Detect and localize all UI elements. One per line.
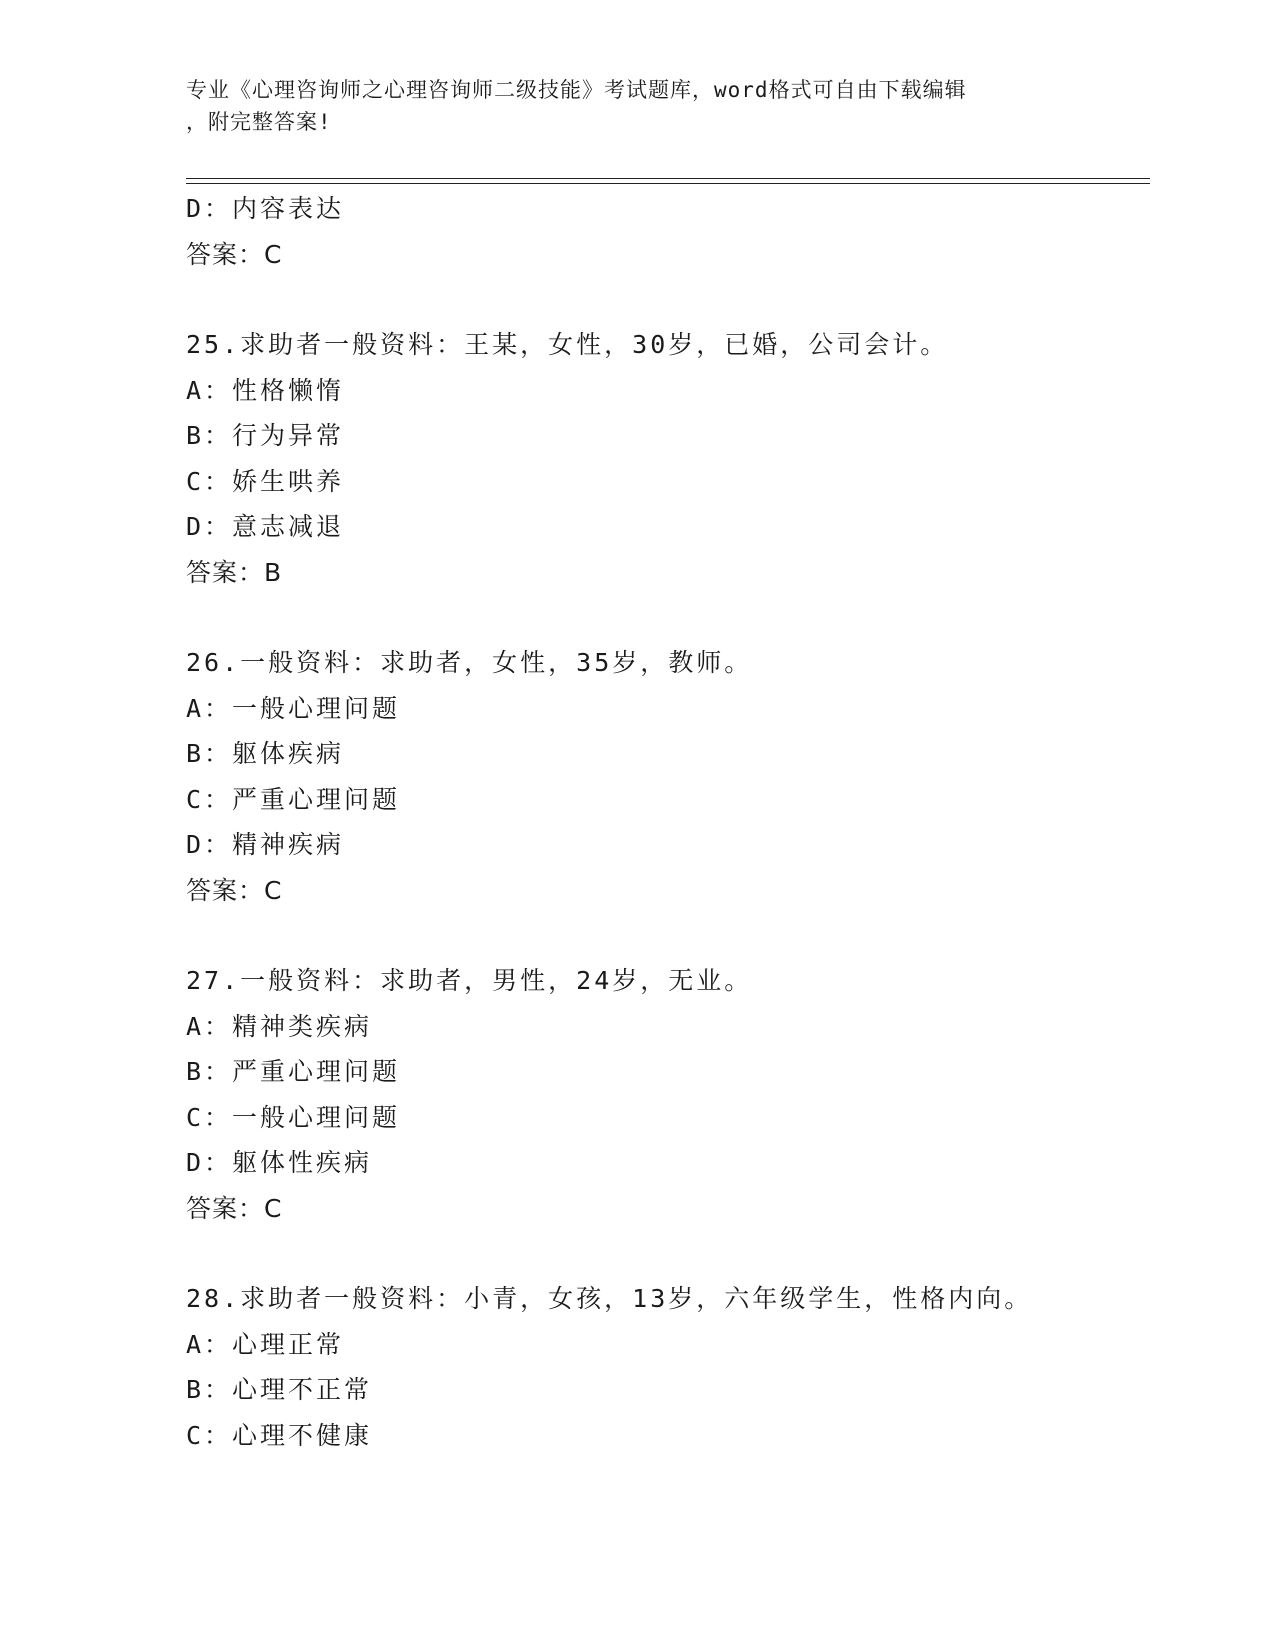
option-d: D：躯体性疾病 — [186, 1148, 373, 1177]
previous-question-tail — [186, 186, 1150, 277]
header-line-1: 专业《心理咨询师之心理咨询师二级技能》考试题库，word格式可自由下载编辑 — [186, 78, 967, 102]
option-b: B：躯体疾病 — [186, 739, 345, 768]
question-list — [186, 186, 1150, 1458]
spacer — [186, 1231, 1150, 1276]
option-a: A：精神类疾病 — [186, 1011, 373, 1041]
question-stem: 25.求助者一般资料：王某，女性，30岁，已婚，公司会计。 — [186, 330, 949, 359]
answer-line: 答案：C — [186, 875, 283, 905]
question-stem: 26.一般资料：求助者，女性，35岁，教师。 — [186, 648, 753, 677]
question-28 — [186, 1276, 1150, 1458]
spacer — [186, 595, 1150, 640]
option-b: B：严重心理问题 — [186, 1057, 401, 1086]
question-25 — [186, 322, 1150, 595]
answer-line: 答案：C — [186, 239, 283, 269]
option-d: D：精神疾病 — [186, 830, 345, 859]
option-c: C：一般心理问题 — [186, 1102, 401, 1132]
question-27 — [186, 958, 1150, 1231]
option-a: A：一般心理问题 — [186, 693, 401, 723]
answer-line: 答案：B — [186, 557, 283, 587]
option-a: A：性格懒惰 — [186, 375, 345, 405]
spacer — [186, 913, 1150, 958]
option-c: C：娇生哄养 — [186, 466, 345, 496]
answer-line: 答案：C — [186, 1193, 283, 1223]
option-c: C：心理不健康 — [186, 1420, 373, 1450]
question-stem: 28.求助者一般资料：小青，女孩，13岁，六年级学生，性格内向。 — [186, 1284, 1033, 1313]
header-line-2: ，附完整答案! — [186, 110, 332, 134]
option-c: C：严重心理问题 — [186, 784, 401, 814]
option-d: D：意志减退 — [186, 512, 345, 541]
option-a: A：心理正常 — [186, 1329, 345, 1359]
header-divider-bottom — [186, 183, 1150, 184]
option-d: D：内容表达 — [186, 194, 345, 223]
spacer — [186, 277, 1150, 322]
document-header — [186, 74, 1086, 138]
option-b: B：心理不正常 — [186, 1375, 373, 1404]
question-stem: 27.一般资料：求助者，男性，24岁，无业。 — [186, 966, 753, 995]
header-divider-top — [186, 178, 1150, 179]
option-b: B：行为异常 — [186, 421, 345, 450]
question-26 — [186, 640, 1150, 913]
